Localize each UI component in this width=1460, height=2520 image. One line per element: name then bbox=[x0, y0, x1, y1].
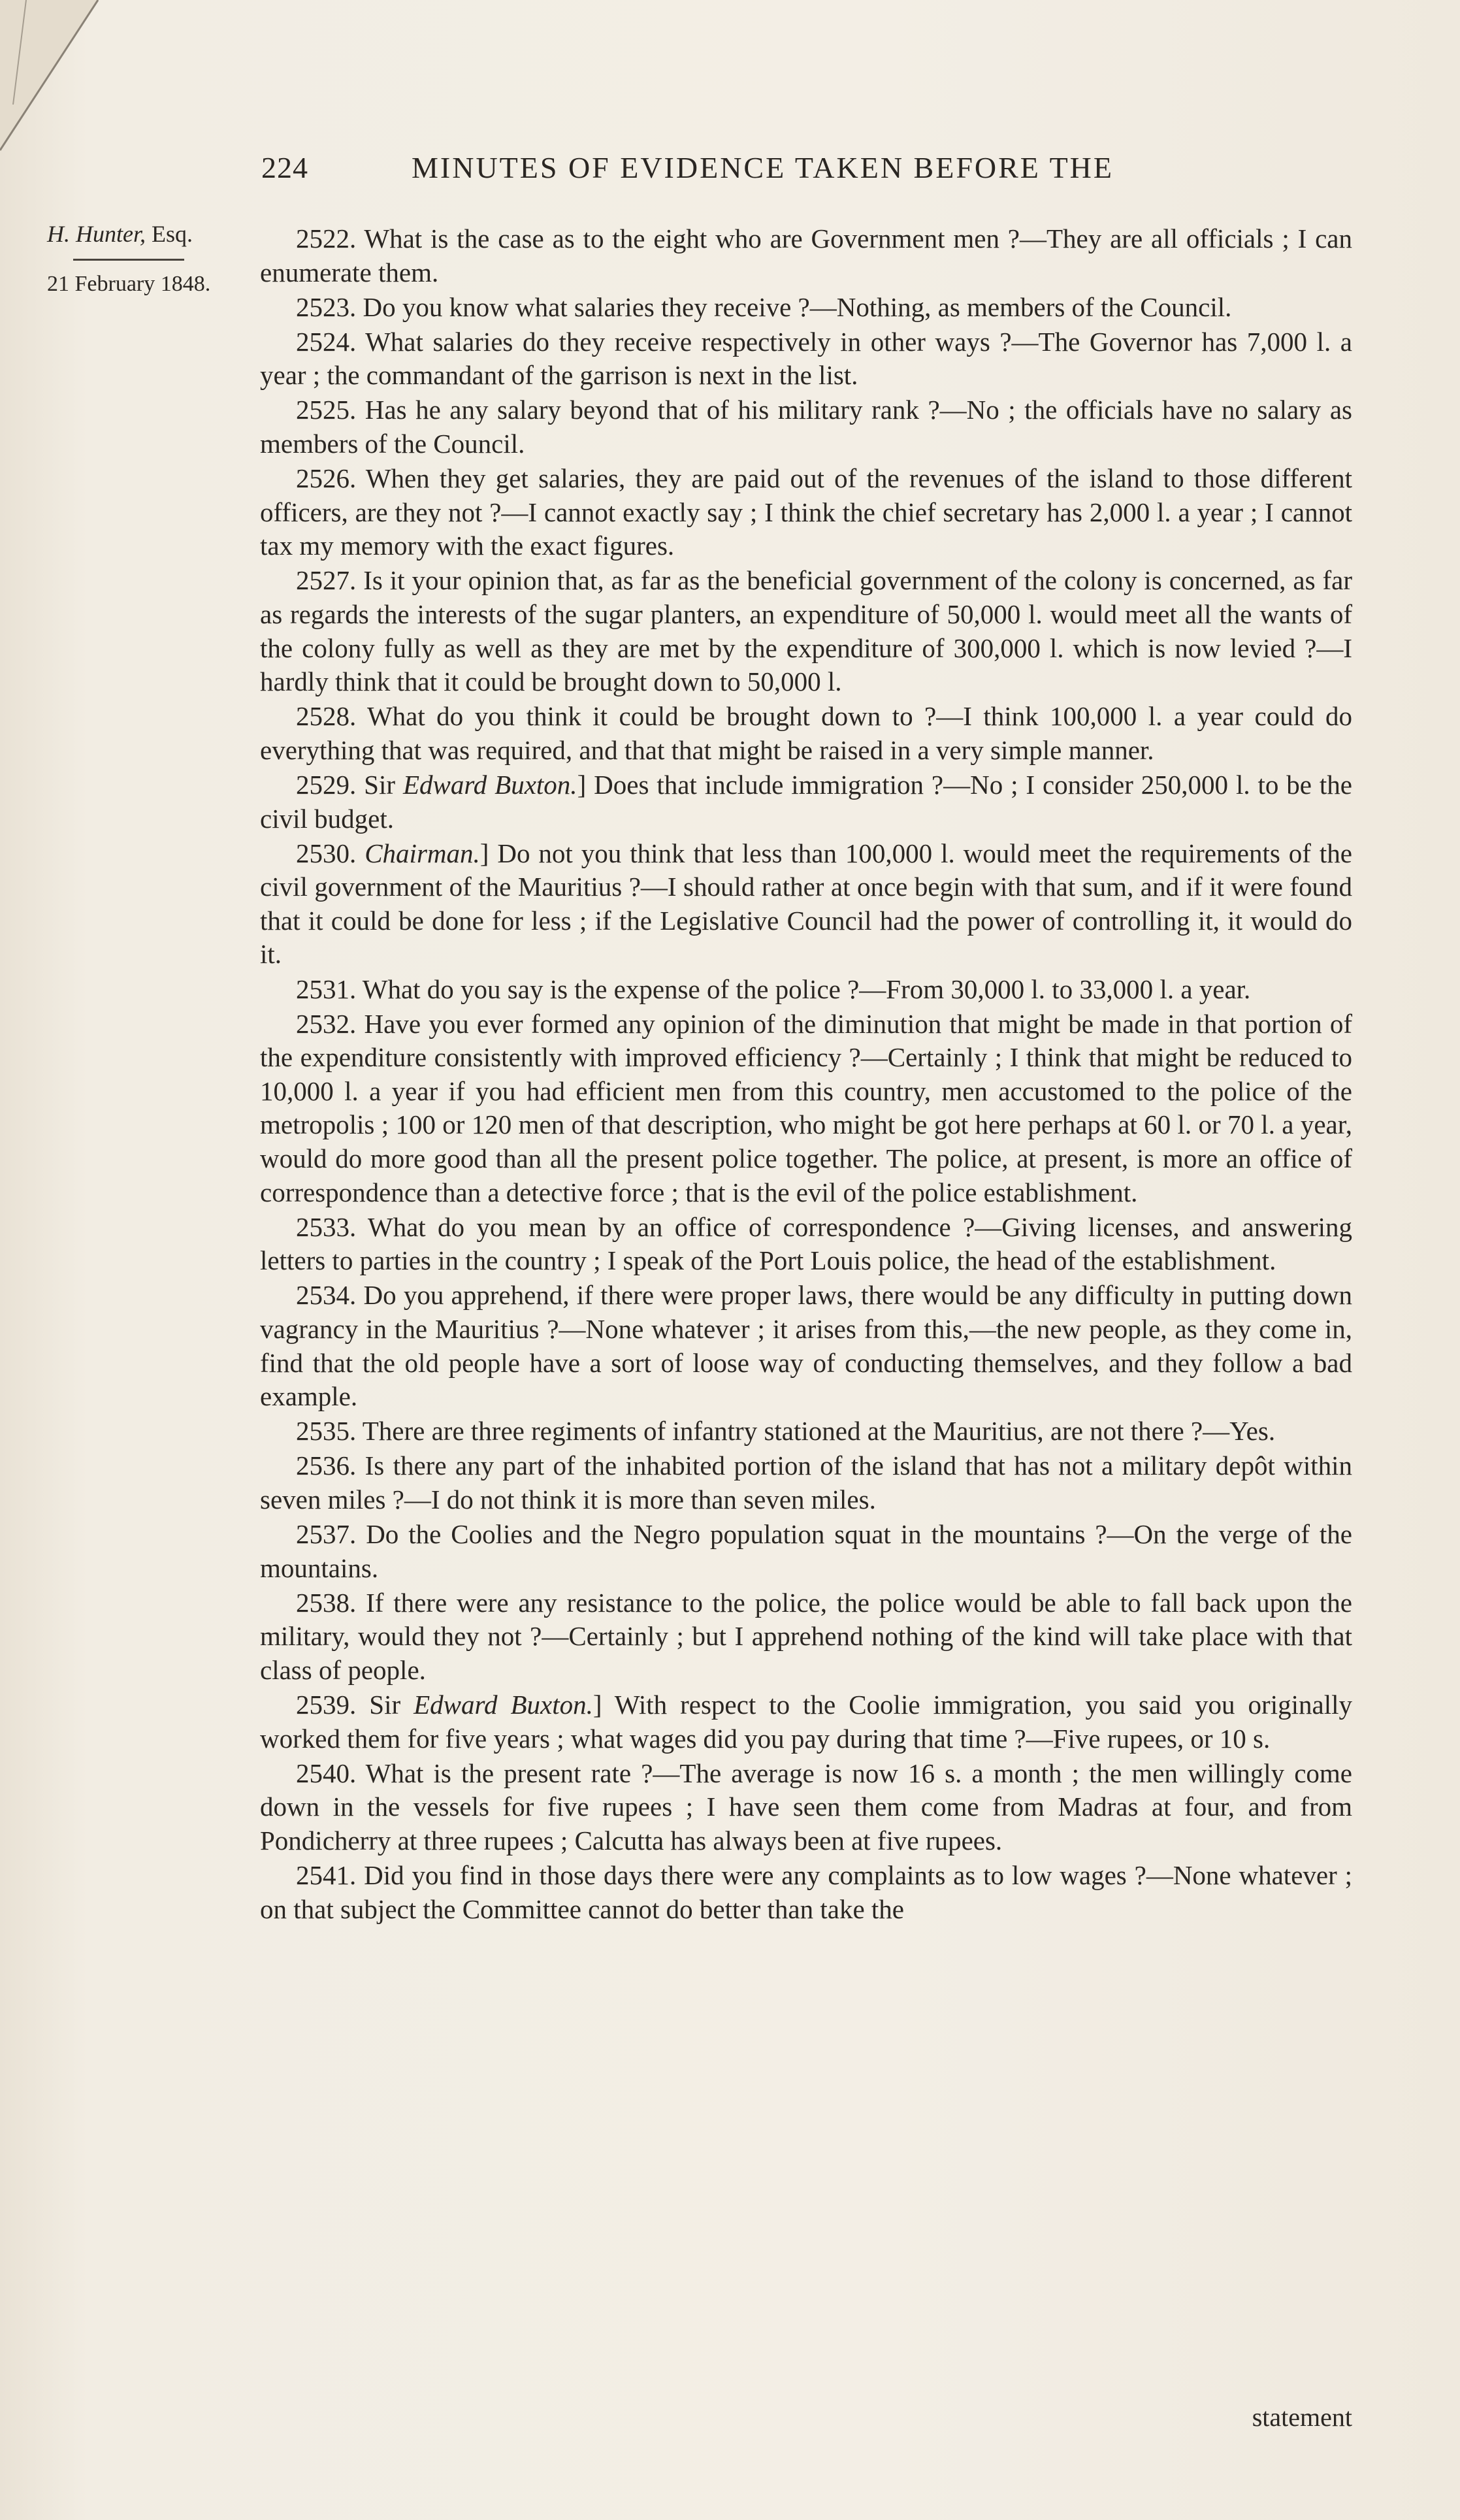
question-number: 2527. bbox=[296, 565, 357, 596]
witness-name bbox=[47, 219, 250, 250]
question-number: 2537. bbox=[296, 1519, 357, 1550]
question-number: 2536. bbox=[296, 1450, 357, 1481]
evidence-entry bbox=[260, 1688, 1352, 1756]
entry-text: There are three regiments of infantry stationed at the Mauritius, are not there ?—Yes. bbox=[362, 1416, 1276, 1447]
page-number: 224 bbox=[261, 151, 308, 184]
evidence-entry bbox=[260, 291, 1352, 325]
question-number: 2530. bbox=[296, 838, 357, 868]
question-number: 2529. bbox=[296, 770, 357, 800]
entry-text: What is the case as to the eight who are Government men ?—They are all officials ; I can enumerate them. bbox=[260, 223, 1352, 287]
speaker-bracket: ] bbox=[592, 1690, 615, 1720]
evidence-entry bbox=[260, 222, 1352, 289]
speaker-bracket: ] bbox=[479, 838, 498, 868]
question-number: 2526. bbox=[296, 463, 357, 494]
speaker-bracket: ] bbox=[577, 770, 594, 800]
evidence-text bbox=[260, 222, 1352, 1927]
evidence-entry bbox=[260, 1007, 1352, 1210]
entry-text: Do you apprehend, if there were proper laws, there would be any difficulty in putting down vagrancy in the Mauritius ?—None whatever ; it arises from this,—the new people, as they come in, find that the old people have a sort of loose way of conducting themselves, and they follow a bad example. bbox=[260, 1280, 1352, 1412]
question-number: 2528. bbox=[296, 701, 357, 732]
entry-text: Does that include immigration ?—No ; I consider 250,000 l. to be the civil budget. bbox=[260, 770, 1353, 834]
speaker-prefix: Sir bbox=[364, 770, 403, 800]
evidence-entry bbox=[260, 1415, 1352, 1448]
speaker-name: Edward Buxton. bbox=[414, 1690, 593, 1720]
question-number: 2525. bbox=[296, 395, 357, 425]
evidence-entry bbox=[260, 325, 1352, 393]
evidence-entry bbox=[260, 393, 1352, 461]
question-number: 2523. bbox=[296, 291, 357, 322]
evidence-entry bbox=[260, 1279, 1352, 1413]
evidence-entry bbox=[260, 462, 1352, 563]
entry-text: Is there any part of the inhabited portion of the island that has not a military depôt within seven miles ?—I do not think it is more than seven miles. bbox=[260, 1450, 1352, 1514]
evidence-entry bbox=[260, 768, 1352, 836]
speaker-prefix: Sir bbox=[369, 1690, 414, 1720]
speaker-name: Edward Buxton. bbox=[402, 770, 577, 800]
entry-text: Is it your opinion that, as far as the beneficial government of the colony is concerned, as far as regards the interests of the sugar planters, an expenditure of 50,000 l. would meet all the wants of the colony fully as well as they are met by the expenditure of 300,000 l. which is now levied ?—I hardly think that it could be brought down to 50,000 l. bbox=[260, 565, 1353, 697]
margin-rule bbox=[73, 259, 184, 261]
question-number: 2532. bbox=[296, 1008, 357, 1039]
question-number: 2524. bbox=[296, 326, 357, 357]
entry-text: What do you think it could be brought down to ?—I think 100,000 l. a year could do everything that was required, and that that might be raised in a very simple manner. bbox=[260, 701, 1352, 765]
question-number: 2533. bbox=[296, 1211, 357, 1242]
evidence-entry bbox=[260, 564, 1352, 698]
running-title: MINUTES OF EVIDENCE TAKEN BEFORE THE bbox=[412, 151, 1114, 184]
witness-suffix: Esq. bbox=[152, 221, 193, 247]
evidence-entry bbox=[260, 1586, 1352, 1688]
margin-note bbox=[47, 219, 250, 299]
question-number: 2534. bbox=[296, 1280, 357, 1311]
entry-text: Did you find in those days there were any complaints as to low wages ?—None whatever ; on that subject the Committee cannot do better than take the bbox=[260, 1860, 1352, 1924]
entry-text: Have you ever formed any opinion of the diminution that might be made in that portion of the expenditure consistently with improved efficiency ?—Certainly ; I think that might be reduced to 10,000 l. a year if you had efficient men from this country, men accustomed to the police of the metropolis ; 100 or 120 men of that description, who might be got here perhaps at 60 l. or 70 l. a year, would do more good than all the present police together. The police, at present, is more an office of correspondence than a detective force ; that is the evil of the police establishment. bbox=[260, 1008, 1352, 1207]
witness-name-text: H. Hunter, bbox=[47, 221, 146, 247]
entry-text: With respect to the Coolie immigration, you said you originally worked them for five years ; what wages did you pay during that time ?—Five rupees, or 10 s. bbox=[260, 1690, 1352, 1754]
evidence-entry bbox=[260, 837, 1352, 972]
question-number: 2538. bbox=[296, 1587, 357, 1618]
evidence-entry bbox=[260, 700, 1352, 767]
speaker-name: Chairman. bbox=[365, 838, 480, 868]
question-number: 2541. bbox=[296, 1860, 357, 1890]
entry-text: What do you mean by an office of correspondence ?—Giving licenses, and answering letters to parties in the country ; I speak of the Port Louis police, the head of the establishment. bbox=[260, 1211, 1352, 1276]
question-number: 2539. bbox=[296, 1690, 357, 1720]
question-number: 2531. bbox=[296, 974, 357, 1004]
entry-text: If there were any resistance to the police, the police would be able to fall back upon the military, would they not ?—Certainly ; but I apprehend nothing of the kind will take place with that class of people. bbox=[260, 1587, 1352, 1685]
entry-text: Do you know what salaries they receive ?—Nothing, as members of the Council. bbox=[363, 291, 1232, 322]
page-corner-fold bbox=[0, 0, 118, 157]
evidence-entry bbox=[260, 1859, 1352, 1926]
entry-text: What is the present rate ?—The average is now 16 s. a month ; the men willingly come down in the vessels for five rupees ; I have seen them come from Madras at four, and from Pondicherry at three rupees ; Calcutta has always been at five rupees. bbox=[260, 1758, 1352, 1856]
evidence-entry bbox=[260, 1449, 1352, 1516]
evidence-entry bbox=[260, 973, 1352, 1007]
entry-text: Do not you think that less than 100,000 l. would meet the requirements of the civil government of the Mauritius ?—I should rather at once begin with that sum, and if it were found that it could be done for less ; if the Legislative Council had the power of controlling it, it would do it. bbox=[260, 838, 1352, 970]
evidence-date: 21 February 1848. bbox=[47, 271, 211, 296]
question-number: 2535. bbox=[296, 1416, 357, 1447]
entry-text: What salaries do they receive respectively in other ways ?—The Governor has 7,000 l. a year ; the commandant of the garrison is next in the list. bbox=[260, 326, 1353, 391]
entry-text: Has he any salary beyond that of his military rank ?—No ; the officials have no salary as members of the Council. bbox=[260, 395, 1352, 459]
question-number: 2540. bbox=[296, 1758, 357, 1788]
entry-text: What do you say is the expense of the police ?—From 30,000 l. to 33,000 l. a year. bbox=[362, 974, 1251, 1004]
entry-text: When they get salaries, they are paid out of the revenues of the island to those different officers, are they not ?—I cannot exactly say ; I think the chief secretary has 2,000 l. a year ; I cannot tax my memory with the exact figures. bbox=[260, 463, 1352, 561]
catchword: statement bbox=[1252, 2402, 1352, 2432]
evidence-entry bbox=[260, 1518, 1352, 1585]
evidence-entry bbox=[260, 1757, 1352, 1858]
entry-text: Do the Coolies and the Negro population squat in the mountains ?—On the verge of the mountains. bbox=[260, 1519, 1352, 1583]
question-number: 2522. bbox=[296, 223, 357, 254]
evidence-entry bbox=[260, 1211, 1352, 1278]
